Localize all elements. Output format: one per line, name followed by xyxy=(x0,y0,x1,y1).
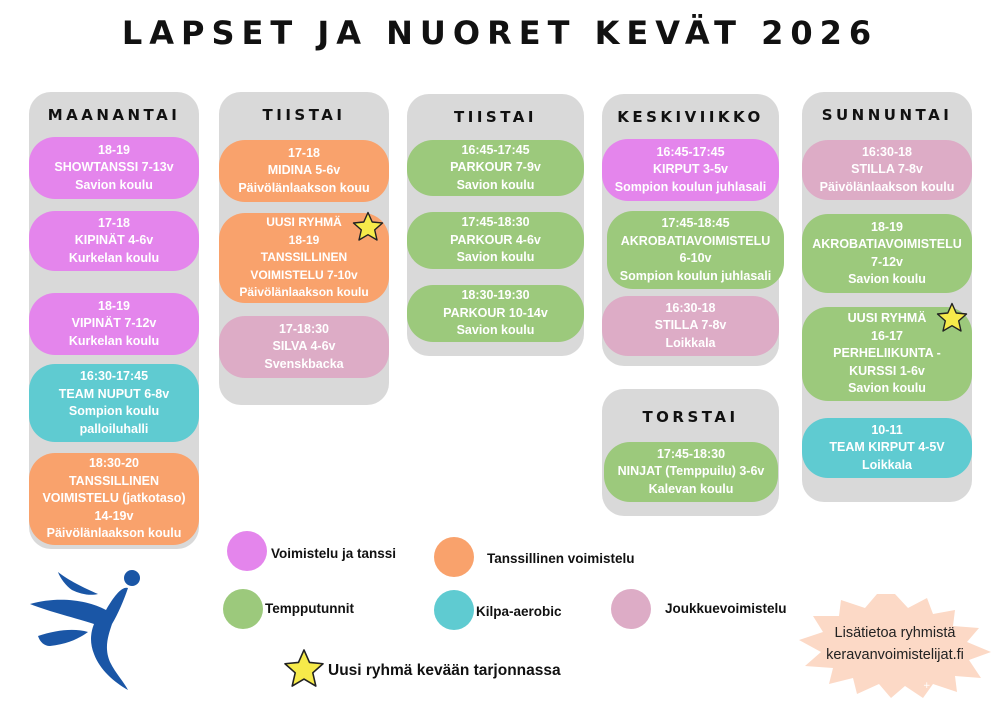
group-place: Sompion koulun juhlasali xyxy=(619,268,772,283)
group-time: 16:45-17:45 xyxy=(656,144,725,159)
group-time: 16:30-17:45 xyxy=(79,369,149,383)
group-place: Loikkala xyxy=(861,457,913,472)
group-time: 18:30-19:30 xyxy=(461,288,530,303)
svg-text:+: + xyxy=(923,681,931,691)
group-name: PARKOUR 4-6v xyxy=(450,232,541,247)
group-card-stilla-sunnuntai xyxy=(802,140,972,200)
day-heading: KESKIVIIKKO xyxy=(617,108,764,126)
legend-swatch-tempputunnit xyxy=(223,589,263,629)
group-card-kirput xyxy=(602,139,779,201)
legend-label-voimistelu-ja-tanssi: Voimistelu ja tanssi xyxy=(271,546,397,561)
new-group-tag: UUSI RYHMÄ xyxy=(847,311,927,326)
group-time: 16:30-18 xyxy=(861,144,913,159)
group-time: 17:45-18:30 xyxy=(656,446,726,461)
page-title: LAPSET JA NUORET KEVÄT 2026 xyxy=(121,14,879,52)
gymnast-logo-icon xyxy=(28,566,148,690)
group-place: Savion koulu xyxy=(456,250,535,265)
group-place: Päivölänlaakson koulu xyxy=(46,526,182,541)
star-icon xyxy=(352,211,384,243)
group-name: STILLA 7-8v xyxy=(851,162,923,177)
group-card-parkour-4-6 xyxy=(407,212,584,269)
group-place: Savion koulu xyxy=(456,177,535,192)
group-time: 17-18 xyxy=(288,145,320,160)
group-name: PARKOUR 7-9v xyxy=(450,160,541,175)
info-line-2: keravanvoimistelijat.fi xyxy=(826,647,964,663)
group-card-team-nuput xyxy=(29,364,199,442)
group-place: Savion koulu xyxy=(456,323,535,338)
day-heading: SUNNUNTAI xyxy=(821,106,953,124)
group-name-2: VOIMISTELU 7-10v xyxy=(250,267,358,282)
group-card-akrobatiavoimistelu-7-12 xyxy=(802,214,972,293)
legend-swatch-voimistelu-ja-tanssi xyxy=(227,531,267,571)
group-time: 17:45-18:30 xyxy=(461,215,530,230)
group-card-showtanssi xyxy=(29,137,199,199)
day-heading: TIISTAI xyxy=(262,106,346,124)
group-card-vipinat xyxy=(29,293,199,355)
group-place: Päivölänlaakson koulu xyxy=(239,285,369,300)
group-place-2: palloiluhalli xyxy=(79,421,149,436)
group-age: 7-12v xyxy=(871,254,903,269)
new-group-tag: UUSI RYHMÄ xyxy=(266,215,342,230)
group-name-2: VOIMISTELU (jatkotaso) xyxy=(42,491,186,506)
legend-label-kilpa-aerobic: Kilpa-aerobic xyxy=(476,604,562,619)
group-time: 18-19 xyxy=(871,219,903,234)
info-badge-text xyxy=(795,622,995,666)
group-place: Loikkala xyxy=(665,335,716,350)
group-card-parkour-10-14 xyxy=(407,285,584,342)
group-time: 18-19 xyxy=(288,232,320,247)
group-name: PERHELIIKUNTA - xyxy=(833,346,941,361)
group-time: 16:30-18 xyxy=(665,300,716,315)
group-name: MIDINA 5-6v xyxy=(267,163,341,178)
group-time: 16-17 xyxy=(871,328,903,343)
group-card-silva xyxy=(219,316,389,378)
legend-swatch-joukkuevoimistelu xyxy=(611,589,651,629)
group-place: Päivölänlaakson kouu xyxy=(238,180,370,195)
group-name: STILLA 7-8v xyxy=(654,318,727,333)
legend-swatch-tanssillinen-voimistelu xyxy=(434,537,474,577)
group-name: VIPINÄT 7-12v xyxy=(71,316,157,331)
group-name: KIPINÄT 4-6v xyxy=(74,233,154,248)
group-time: 18-19 xyxy=(98,298,130,313)
star-icon xyxy=(936,302,968,334)
group-time: 18-19 xyxy=(98,142,130,157)
legend-label-tempputunnit: Tempputunnit xyxy=(265,601,354,616)
star-icon xyxy=(283,648,325,690)
group-card-tanssillinen-jatkotaso xyxy=(29,453,199,545)
group-place: Päivölänlaakson koulu xyxy=(819,179,955,194)
group-time: 18:30-20 xyxy=(88,456,140,471)
group-place: Savion koulu xyxy=(848,381,926,396)
group-age: 14-19v xyxy=(94,508,134,523)
group-card-team-kirput xyxy=(802,418,972,478)
group-card-kipinat xyxy=(29,211,199,271)
group-name: PARKOUR 10-14v xyxy=(443,305,548,320)
group-name: TEAM KIRPUT 4-5V xyxy=(829,440,945,455)
group-time: 10-11 xyxy=(871,422,903,437)
group-place: Sompion koulu xyxy=(68,404,160,418)
group-name: SHOWTANSSI 7-13v xyxy=(54,160,174,175)
group-time: 17-18 xyxy=(98,215,130,230)
group-name: TANSSILLINEN xyxy=(260,250,348,265)
legend-label-new-group: Uusi ryhmä kevään tarjonnassa xyxy=(328,662,561,679)
day-heading: TORSTAI xyxy=(642,408,739,426)
group-name-2: KURSSI 1-6v xyxy=(849,363,925,378)
group-time: 16:45-17:45 xyxy=(461,142,530,157)
group-age: 6-10v xyxy=(679,251,712,265)
legend-swatch-kilpa-aerobic xyxy=(434,590,474,630)
group-place: Savion koulu xyxy=(848,272,926,286)
group-name: AKROBATIAVOIMISTELU xyxy=(812,237,962,251)
group-name: TANSSILLINEN xyxy=(68,473,160,488)
group-time: 17-18:30 xyxy=(278,321,330,336)
group-name: SILVA 4-6v xyxy=(272,339,336,354)
group-place: Savion koulu xyxy=(75,177,153,192)
group-card-stilla-loikkala xyxy=(602,296,779,356)
group-name: AKROBATIAVOIMISTELU xyxy=(620,233,771,248)
legend-label-joukkuevoimistelu: Joukkuevoimistelu xyxy=(665,601,787,616)
group-name: NINJAT (Temppuilu) 3-6v xyxy=(617,464,765,479)
group-card-ninjat xyxy=(604,442,778,502)
group-place: Svenskbacka xyxy=(264,356,344,371)
group-name: KIRPUT 3-5v xyxy=(652,162,729,177)
day-heading: MAANANTAI xyxy=(47,106,181,124)
svg-text:+: + xyxy=(945,603,953,613)
group-place: Sompion koulun juhlasali xyxy=(614,179,767,194)
group-card-parkour-7-9 xyxy=(407,140,584,196)
day-heading: TIISTAI xyxy=(454,108,537,126)
group-card-akrobatiavoimistelu-6-10 xyxy=(607,211,784,289)
group-name: TEAM NUPUT 6-8v xyxy=(58,386,170,401)
group-place: Kurkelan koulu xyxy=(68,250,160,265)
group-card-midina xyxy=(219,140,389,202)
group-place: Kalevan koulu xyxy=(648,481,734,496)
legend-label-tanssillinen-voimistelu: Tanssillinen voimistelu xyxy=(487,551,635,566)
info-line-1: Lisätietoa ryhmistä xyxy=(834,625,956,641)
group-time: 17:45-18:45 xyxy=(661,216,730,230)
group-place: Kurkelan koulu xyxy=(68,333,160,348)
